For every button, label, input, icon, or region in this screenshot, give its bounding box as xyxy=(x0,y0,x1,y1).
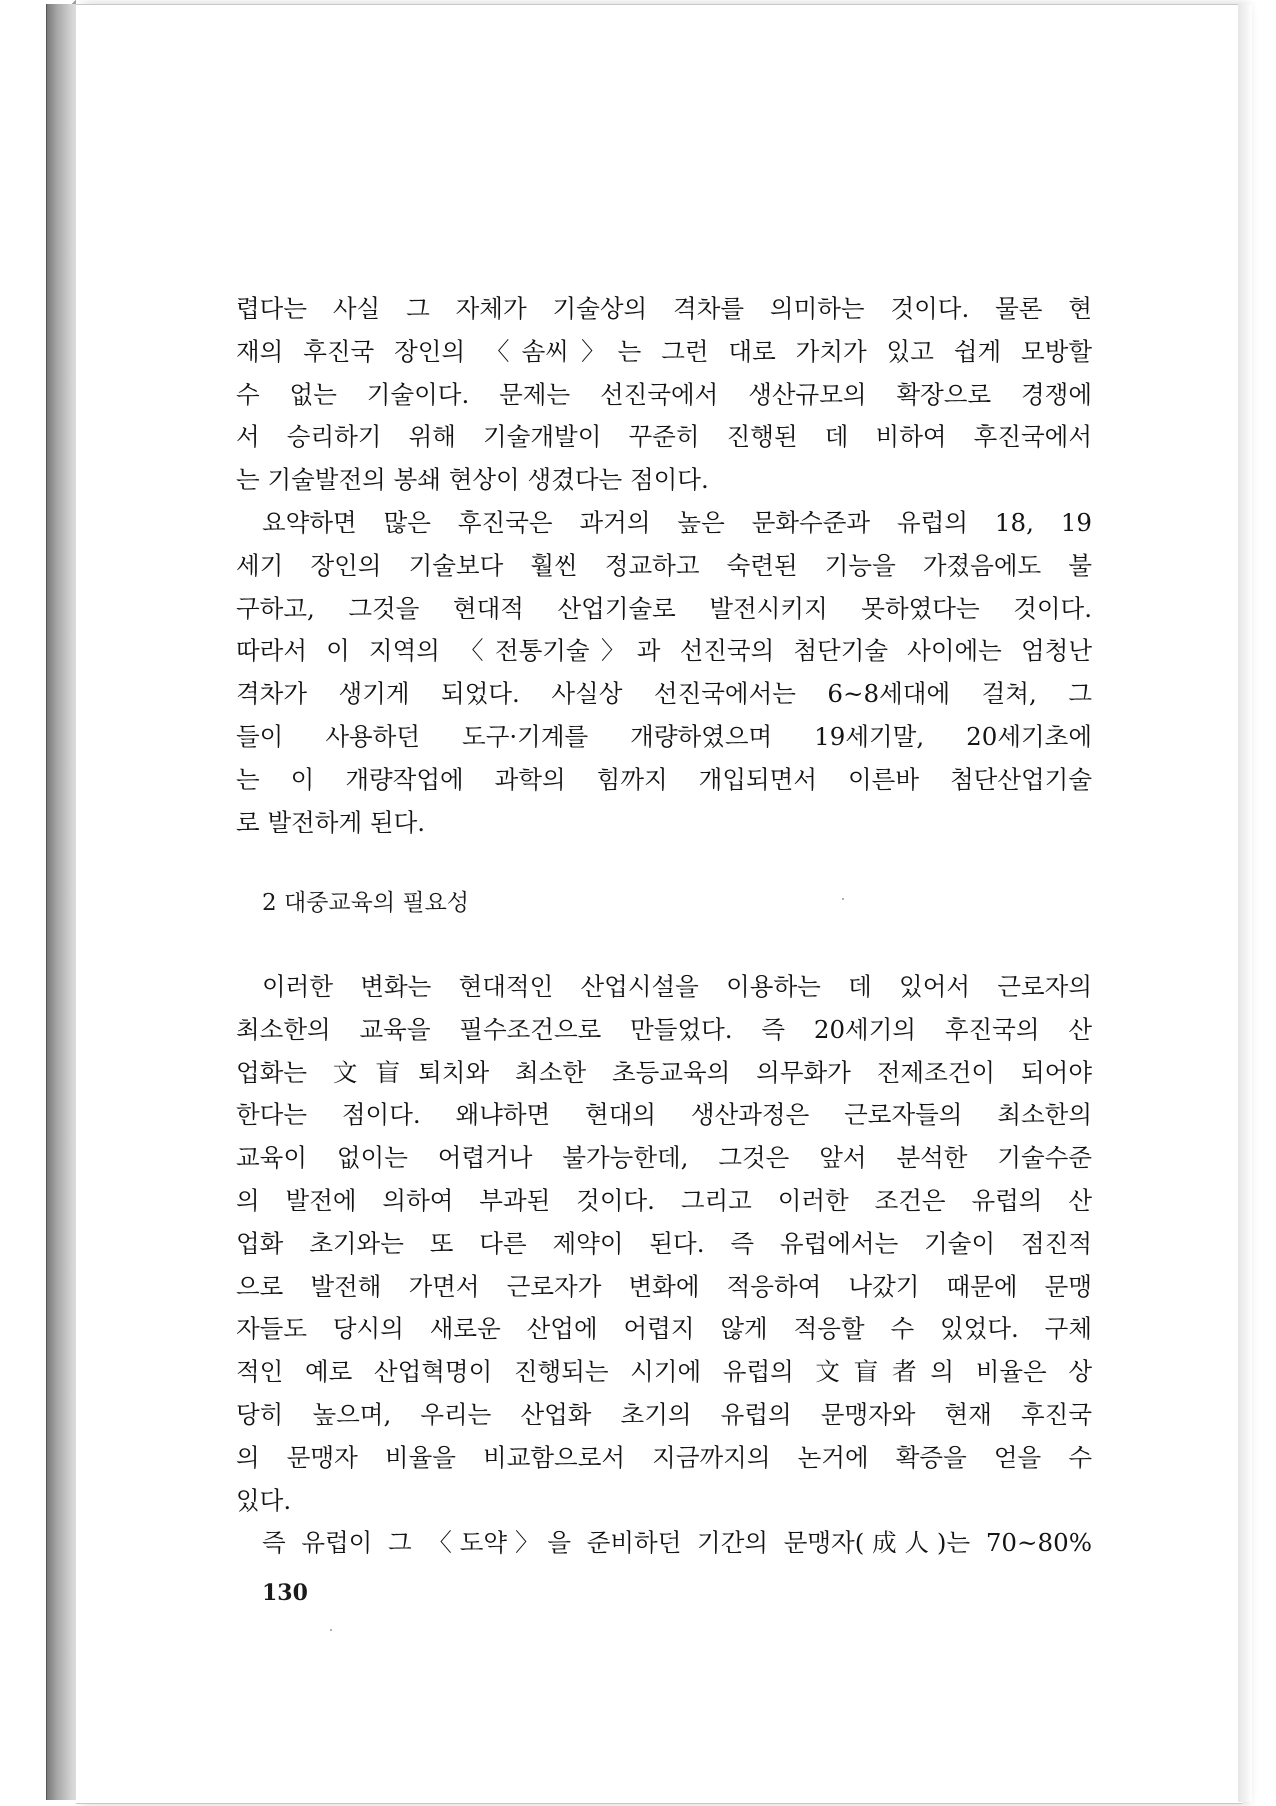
paragraph-2-line: 로 발전하게 된다. xyxy=(236,807,426,837)
paragraph-1-line: 재의 후진국 장인의 〈솜씨〉는 그런 대로 가치가 있고 쉽게 모방할 xyxy=(236,336,1092,366)
paragraph-2-line: 따라서 이 지역의 〈전통기술〉과 선진국의 첨단기술 사이에는 엄청난 xyxy=(236,636,1092,666)
paragraph-3-line: 이러한 변화는 현대적인 산업시설을 이용하는 데 있어서 근로자의 xyxy=(262,972,1092,1001)
book-spine xyxy=(46,4,77,1800)
paragraph-1-line: 렵다는 사실 그 자체가 기술상의 격차를 의미하는 것이다. 물론 현 xyxy=(236,294,1092,323)
paragraph-2-line: 요약하면 많은 후진국은 과거의 높은 문화수준과 유럽의 18, 19 xyxy=(262,507,1092,537)
paragraph-3-line: 당히 높으며, 우리는 산업화 초기의 유럽의 문맹자와 현재 후진국 xyxy=(236,1399,1092,1429)
paragraph-3-line: 교육이 없이는 어렵거나 불가능한데, 그것은 앞서 분석한 기술수준 xyxy=(236,1143,1092,1173)
paragraph-3-line: 최소한의 교육을 필수조건으로 만들었다. 즉 20세기의 후진국의 산 xyxy=(236,1014,1092,1044)
paragraph-3-line: 자들도 당시의 새로운 산업에 어렵지 않게 적응할 수 있었다. 구체 xyxy=(236,1314,1092,1344)
paragraph-3-line: 업화는 文盲퇴치와 최소한 초등교육의 의무화가 전제조건이 되어야 xyxy=(236,1057,1092,1087)
paragraph-2-line: 세기 장인의 기술보다 훨씬 정교하고 숙련된 기능을 가졌음에도 불 xyxy=(236,550,1092,580)
paragraph-1-line: 수 없는 기술이다. 문제는 선진국에서 생산규모의 확장으로 경쟁에 xyxy=(236,379,1092,409)
paragraph-1-line: 는 기술발전의 봉쇄 현상이 생겼다는 점이다. xyxy=(236,465,709,495)
body-text-bottom xyxy=(236,966,1092,1565)
paragraph-2-line: 구하고, 그것을 현대적 산업기술로 발전시키지 못하였다는 것이다. xyxy=(236,593,1092,623)
paper-speck xyxy=(330,1629,332,1631)
paragraph-3-line: 있다. xyxy=(236,1485,292,1515)
paragraph-1-line: 서 승리하기 위해 기술개발이 꾸준히 진행된 데 비하여 후진국에서 xyxy=(236,422,1092,452)
paragraph-2-line: 는 이 개량작업에 과학의 힘까지 개입되면서 이른바 첨단산업기술 xyxy=(236,764,1092,794)
paragraph-2-line: 격차가 생기게 되었다. 사실상 선진국에서는 6~8세대에 걸쳐, 그 xyxy=(236,679,1092,709)
paragraph-2-line: 들이 사용하던 도구·기계를 개량하였으며 19세기말, 20세기초에 xyxy=(236,721,1092,751)
paper-speck xyxy=(842,898,844,900)
paragraph-3-line: 업화 초기와는 또 다른 제약이 된다. 즉 유럽에서는 기술이 점진적 xyxy=(236,1228,1092,1258)
paragraph-3-line: 의 발전에 의하여 부과된 것이다. 그리고 이러한 조건은 유럽의 산 xyxy=(236,1185,1092,1215)
page-number: 130 xyxy=(262,1580,308,1606)
paragraph-3-line: 의 문맹자 비율을 비교함으로서 지금까지의 논거에 확증을 얻을 수 xyxy=(236,1442,1092,1472)
page-edge xyxy=(1238,4,1252,1802)
section-heading: 2 대중교육의 필요성 xyxy=(262,890,469,916)
paragraph-3-line: 한다는 점이다. 왜냐하면 현대의 생산과정은 근로자들의 최소한의 xyxy=(236,1100,1092,1130)
body-text-top xyxy=(236,288,1092,844)
paragraph-3-line: 으로 발전해 가면서 근로자가 변화에 적응하여 나갔기 때문에 문맹 xyxy=(236,1271,1092,1301)
paragraph-3-line: 적인 예로 산업혁명이 진행되는 시기에 유럽의 文盲者의 비율은 상 xyxy=(236,1357,1092,1387)
paragraph-4-line: 즉 유럽이 그 〈도약〉을 준비하던 기간의 문맹자(成人)는 70~80% xyxy=(262,1528,1092,1558)
